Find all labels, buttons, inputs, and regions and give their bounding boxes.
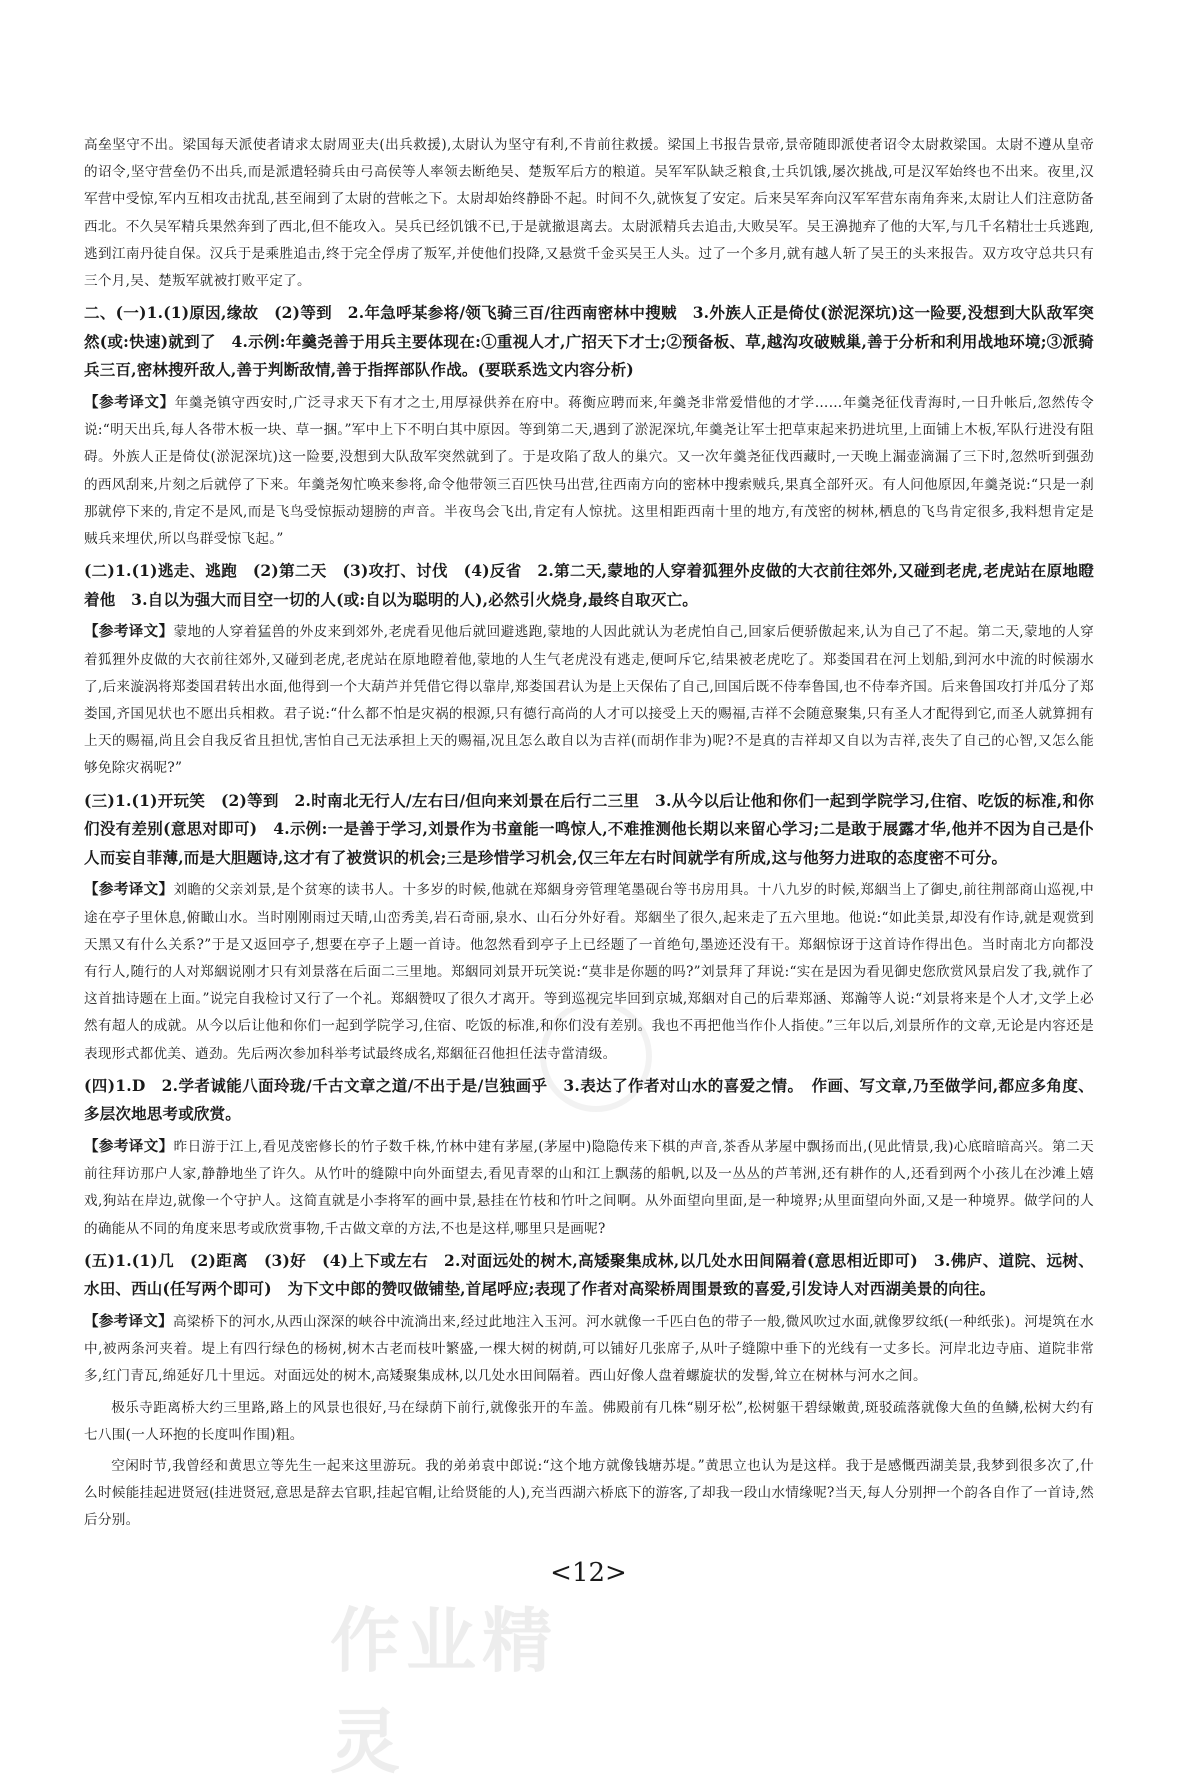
translation-paragraph [84,1395,1094,1449]
paragraph-text: (三)1.(1)开玩笑 (2)等到 2.时南北无行人/左右曰/但向来刘景在后行二三里 3.从今以后让他和你们一起到学院学习,住宿、吃饭的标准,和你们没有差别(意思对即可) 4.示例:一是善于学习,刘景作为书童能一鸣惊人,不难推测他长期以来留心学习;二是敢于展露才华,他并不因为自己是仆人而妄自菲薄,而是大胆题诗,这才有了被赏识的机会;三是珍惜学习机会,仅三年左右时间就学有所成,这与他努力进取的态度密不可分。 [84,790,1094,867]
reference-translation-label: 【参考译文】 [84,394,175,411]
paragraph-text: 高梁桥下的河水,从西山深深的峡谷中流淌出来,经过此地注入玉河。河水就像一千匹白色的带子一般,微风吹过水面,就像罗纹纸(一种纸张)。河堤筑在水中,被两条河夹着。堤上有四行绿色的杨树,树木古老而枝叶繁盛,一棵大树的树荫,可以铺好几张席子,从叶子缝隙中垂下的光线有一丈多长。河岸北边寺庙、道院非常多,红门青瓦,绵延好几十里远。对面远处的树木,高矮聚集成林,以几处水田间隔着。西山好像人盘着螺旋状的发髻,耸立在树林与河水之间。 [84,1314,1094,1385]
translation-paragraph [84,618,1094,782]
answer-paragraph [84,787,1094,873]
paragraph-text: 蒙地的人穿着猛兽的外皮来到郊外,老虎看见他后就回避逃跑,蒙地的人因此就认为老虎怕自己,回家后便骄傲起来,认为自己了不起。第二天,蒙地的人穿着狐狸外皮做的大衣前往郊外,又碰到老虎,老虎站在原地瞪着他,蒙地的人生气老虎没有逃走,便呵斥它,结果被老虎吃了。郑娄国君在河上划船,到河水中流的时候溺水了,后来漩涡将郑娄国君转出水面,他得到一个大葫芦并凭借它得以靠岸,郑娄国君认为是上天保佑了自己,回国后既不侍奉鲁国,也不侍奉齐国。后来鲁国攻打并瓜分了郑娄国,齐国见状也不愿出兵相救。君子说:“什么都不怕是灾祸的根源,只有德行高尚的人才可以接受上天的赐福,吉祥不会随意聚集,只有圣人才配得到它,而圣人就算拥有上天的赐福,尚且会自我反省且担忧,害怕自己无法承担上天的赐福,况且怎么敢自以为吉祥(而胡作非为)呢?不是真的吉祥却又自以为吉祥,丧失了自己的心智,又怎么能够免除灾祸呢?” [84,624,1094,777]
translation-paragraph [84,1308,1094,1391]
reference-translation-label: 【参考译文】 [84,1138,174,1156]
translation-paragraph [84,1453,1094,1535]
watermark-stamp [540,1000,652,1112]
paragraph-text: (二)1.(1)逃走、逃跑 (2)第二天 (3)攻打、讨伐 (4)反省 2.第二天,蒙地的人穿着狐狸外皮做的大衣前往郊外,又碰到老虎,老虎站在原地瞪着他 3.自以为强大而目空一切的人(或:自以为聪明的人),必然引火烧身,最终自取灭亡。 [84,561,1094,609]
answer-paragraph [84,1247,1094,1304]
reference-translation-label: 【参考译文】 [84,1313,173,1331]
reference-translation-label: 【参考译文】 [84,623,174,641]
paragraph-text: (五)1.(1)几 (2)距离 (3)好 (4)上下或左右 2.对面远处的树木,高矮聚集成林,以几处水田间隔着(意思相近即可) 3.佛庐、道院、远树、水田、西山(任写两个即可) 为下文中郎的赞叹做铺垫,首尾呼应;表现了作者对高梁桥周围景致的喜爱,引发诗人对西湖美景的向往。 [84,1250,1094,1299]
reference-translation-label: 【参考译文】 [84,881,174,899]
answer-paragraph [84,557,1094,614]
watermark-text: 作业精灵 [330,1600,558,1783]
document-body [84,132,1094,1539]
translation-paragraph [84,132,1094,295]
paragraph-text: 二、(一)1.(1)原因,缘故 (2)等到 2.年急呼某参将/领飞骑三百/往西南密林中搜贼 3.外族人正是倚仗(淤泥深坑)这一险要,没想到大队敌军突然(或:快速)就到了 4.示例:年羹尧善于用兵主要体现在:①重视人才,广招天下才士;②预备板、草,越沟攻破贼巢,善于分析和利用战地环境;③派骑兵三百,密林搜歼敌人,善于判断敌情,善于指挥部队作战。(要联系选文内容分析) [84,303,1094,380]
paragraph-text: 极乐寺距离桥大约三里路,路上的风景也很好,马在绿荫下前行,就像张开的车盖。佛殿前有几株“剔牙松”,松树躯干碧绿嫩黄,斑驳疏落就像大鱼的鱼鳞,松树大约有七八围(一人环抱的长度叫作围)粗。 [84,1399,1094,1443]
paragraph-text: 空闲时节,我曾经和黄思立等先生一起来这里游玩。我的弟弟袁中郎说:“这个地方就像钱塘苏堤。”黄思立也认为是这样。我于是感慨西湖美景,我梦到很多次了,什么时候能挂起进贤冠(挂进贤冠,意思是辞去官职,挂起官帽,让给贤能的人),充当西湖六桥底下的游客,了却我一段山水情缘呢?当天,每人分别押一个韵各自作了一首诗,然后分别。 [84,1458,1094,1529]
paragraph-text: (四)1.D 2.学者诚能八面玲珑/千古文章之道/不出于是/岂独画乎 3.表达了作者对山水的喜爱之情。 作画、写文章,乃至做学问,都应多角度、多层次地思考或欣赏。 [84,1075,1094,1124]
translation-paragraph [84,1133,1094,1243]
paragraph-text: 年羹尧镇守西安时,广泛寻求天下有才之士,用厚禄供养在府中。蒋衡应聘而来,年羹尧非常爱惜他的才学……年羹尧征伐青海时,一日升帐后,忽然传令说:“明天出兵,每人各带木板一块、草一捆。”军中上下不明白其中原因。等到第二天,遇到了淤泥深坑,年羹尧让军士把草束起来扔进坑里,上面铺上木板,军队行进没有阻碍。外族人正是倚仗(淤泥深坑)这一险要,没想到大队敌军突然就到了。于是攻陷了敌人的巢穴。又一次年羹尧征伐西藏时,一天晚上漏壶滴漏了三下时,忽然听到强劲的西风刮来,片刻之后就停了下来。年羹尧匆忙唤来参将,命令他带领三百匹快马出营,往西南方向的密林中搜索贼兵,果真全部歼灭。有人问他原因,年羹尧说:“只是一刹那就停下来的,肯定不是风,而是飞鸟受惊振动翅膀的声音。半夜鸟会飞出,肯定有人惊扰。这里相距西南十里的地方,有茂密的树林,栖息的飞鸟肯定很多,我料想肯定是贼兵来埋伏,所以鸟群受惊飞起。” [84,395,1094,548]
translation-paragraph [84,389,1094,553]
paragraph-text: 刘瞻的父亲刘景,是个贫寒的读书人。十多岁的时候,他就在郑絪身旁管理笔墨砚台等书房用具。十八九岁的时候,郑絪当上了御史,前往荆部商山巡视,中途在亭子里休息,俯瞰山水。当时刚刚雨过天晴,山峦秀美,岩石奇丽,泉水、山石分外好看。郑絪坐了很久,起来走了五六里地。他说:“如此美景,却没有作诗,就是观赏到天黑又有什么关系?”于是又返回亭子,想要在亭子上题一首诗。他忽然看到亭子上已经题了一首绝句,墨迹还没有干。郑絪惊讶于这首诗作得出色。当时南北方向都没有行人,随行的人对郑絪说刚才只有刘景落在后面二三里地。郑絪同刘景开玩笑说:“莫非是你题的吗?”刘景拜了拜说:“实在是因为看见御史您欣赏风景启发了我,就作了这首拙诗题在上面。”说完自我检讨又行了一个礼。郑絪赞叹了很久才离开。等到巡视完毕回到京城,郑絪对自己的后辈郑涵、郑瀚等人说:“刘景将来是个人才,文学上必然有超人的成就。从今以后让他和你们一起到学院学习,住宿、吃饭的标准,和你们没有差别。我也不再把他当作仆人指使。”三年以后,刘景所作的文章,无论是内容还是表现形式都优美、遒劲。先后两次参加科举考试最终成名,郑絪征召他担任法寺當清级。 [84,882,1094,1062]
paragraph-text: 高垒坚守不出。梁国每天派使者请求太尉周亚夫(出兵救援),太尉认为坚守有利,不肯前往救援。梁国上书报告景帝,景帝随即派使者诏令太尉救梁国。太尉不遵从皇帝的诏令,坚守营垒仍不出兵,而是派遣轻骑兵由弓高侯等人率领去断绝吴、楚叛军后方的粮道。吴军军队缺乏粮食,士兵饥饿,屡次挑战,可是汉军始终也不出来。夜里,汉军营中受惊,军内互相攻击扰乱,甚至闹到了太尉的营帐之下。太尉却始终静卧不起。时间不久,就恢复了安定。后来吴军奔向汉军军营东南角奔来,太尉让人们注意防备西北。不久吴军精兵果然奔到了西北,但不能攻入。吴兵已经饥饿不已,于是就撤退离去。太尉派精兵去追击,大败吴军。吴王濞抛弃了他的大军,与几千名精壮士兵逃跑,逃到江南丹徒自保。汉兵于是乘胜追击,终于完全俘虏了叛军,并使他们投降,又悬赏千金买吴王人头。过了一个多月,就有越人斩了吴王的头来报告。双方攻守总共只有三个月,吴、楚叛军就被打败平定了。 [84,137,1094,290]
paragraph-text: 昨日游于江上,看见茂密修长的竹子数千株,竹林中建有茅屋,(茅屋中)隐隐传来下棋的声音,茶香从茅屋中飘扬而出,(见此情景,我)心底暗暗高兴。第二天前往拜访那户人家,静静地坐了许久。从竹叶的缝隙中向外面望去,看见青翠的山和江上飘荡的船帆,以及一丛丛的芦苇洲,还有耕作的人,还看到两个小孩儿在沙滩上嬉戏,狗站在岸边,就像一个守护人。这简直就是小李将军的画中景,悬挂在竹枝和竹叶之间啊。从外面望向里面,是一种境界;从里面望向外面,又是一种境界。做学问的人的确能从不同的角度来思考或欣赏事物,千古做文章的方法,不也是这样,哪里只是画呢? [84,1139,1094,1237]
page-number: <12> [550,1558,627,1588]
answer-paragraph [84,299,1094,385]
